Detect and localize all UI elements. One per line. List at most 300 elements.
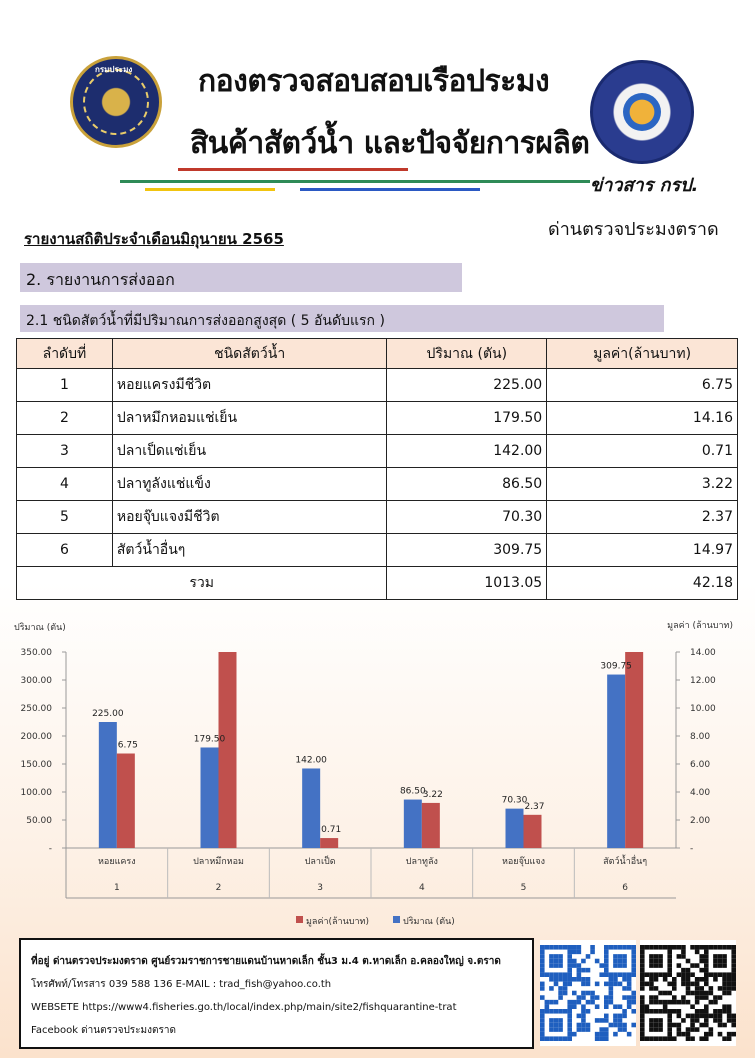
qr-module — [627, 982, 632, 987]
qr-code-website — [540, 940, 636, 1046]
qr-module — [622, 963, 627, 968]
y2-tick-label: 14.00 — [690, 648, 716, 658]
qr-module — [709, 945, 714, 950]
table-row — [17, 435, 738, 468]
qr-module — [599, 972, 604, 977]
qr-module — [549, 963, 554, 968]
qr-module — [613, 945, 618, 950]
qr-module — [563, 986, 568, 991]
qr-module — [613, 982, 618, 987]
qr-module — [586, 1023, 591, 1028]
qr-module — [731, 1032, 736, 1037]
qr-module — [581, 959, 586, 964]
qr-module — [731, 963, 736, 968]
qr-module — [690, 1004, 695, 1009]
qr-module — [667, 1032, 672, 1037]
qr-module — [595, 1004, 600, 1009]
qr-module — [681, 1018, 686, 1023]
qr-module — [590, 995, 595, 1000]
qr-module — [654, 959, 659, 964]
qr-module — [722, 1036, 727, 1041]
qr-module — [563, 1036, 568, 1041]
qr-module — [663, 1004, 668, 1009]
qr-module — [577, 945, 582, 950]
table-row — [17, 468, 738, 501]
qr-module — [640, 986, 645, 991]
quantity-cell: 179.50 — [387, 402, 547, 435]
qr-module — [645, 972, 650, 977]
qr-module — [581, 1018, 586, 1023]
qr-module — [618, 945, 623, 950]
qr-module — [618, 972, 623, 977]
qr-module — [572, 963, 577, 968]
qr-module — [731, 982, 736, 987]
qr-module — [604, 995, 609, 1000]
qr-module — [699, 1023, 704, 1028]
qr-module — [581, 977, 586, 982]
qr-module — [558, 972, 563, 977]
header-rule-yellow — [145, 188, 275, 191]
qr-module — [613, 963, 618, 968]
header-title-line1: กองตรวจสอบสอบเรือประมง — [198, 64, 550, 99]
qr-module — [704, 954, 709, 959]
qr-module — [677, 1023, 682, 1028]
qr-module — [554, 1036, 559, 1041]
qr-module — [618, 1018, 623, 1023]
qr-module — [722, 1009, 727, 1014]
qr-module — [667, 1023, 672, 1028]
qr-module — [609, 982, 614, 987]
qr-module — [727, 991, 732, 996]
qr-module — [681, 977, 686, 982]
qr-module — [549, 977, 554, 982]
qr-module — [604, 1004, 609, 1009]
qr-module — [640, 1018, 645, 1023]
qr-module — [540, 986, 545, 991]
qr-module — [649, 982, 654, 987]
qr-module — [709, 1014, 714, 1019]
legend-swatch-value — [296, 916, 303, 923]
qr-module — [649, 1036, 654, 1041]
qr-module — [640, 1004, 645, 1009]
qr-module — [627, 972, 632, 977]
website-link[interactable]: WEBSETE https://www4.fisheries.go.th/local/index.php/main/site2/fishquarantine-trat — [31, 1002, 457, 1013]
qr-module — [654, 954, 659, 959]
qr-module — [631, 972, 636, 977]
qr-module — [567, 1023, 572, 1028]
qr-module — [722, 963, 727, 968]
qr-module — [586, 977, 591, 982]
seal-text: กรมประมง — [95, 65, 133, 74]
qr-module — [540, 1032, 545, 1037]
y2-axis-label: มูลค่า (ล้านบาท) — [667, 621, 733, 631]
qr-module — [595, 1036, 600, 1041]
qr-module — [618, 1027, 623, 1032]
qr-module — [540, 954, 545, 959]
qr-module — [567, 959, 572, 964]
qr-module — [718, 1032, 723, 1037]
bar-quantity-label: 179.50 — [193, 734, 226, 745]
table-row — [17, 534, 738, 567]
qr-module — [713, 1014, 718, 1019]
qr-module — [690, 963, 695, 968]
qr-module — [640, 1036, 645, 1041]
y-tick-label: 50.00 — [26, 816, 52, 826]
qr-module — [713, 1009, 718, 1014]
rank-cell: 3 — [17, 435, 113, 468]
qr-module — [640, 954, 645, 959]
qr-module — [695, 982, 700, 987]
qr-module — [618, 1023, 623, 1028]
qr-module — [727, 1014, 732, 1019]
bar-quantity-label: 309.75 — [600, 661, 632, 672]
qr-module — [549, 1018, 554, 1023]
qr-module — [567, 950, 572, 955]
qr-module — [554, 959, 559, 964]
qr-module — [572, 959, 577, 964]
qr-module — [549, 986, 554, 991]
qr-module — [586, 1027, 591, 1032]
y-axis-label: ปริมาณ (ตัน) — [14, 623, 66, 633]
quantity-cell: 142.00 — [387, 435, 547, 468]
qr-module — [627, 995, 632, 1000]
address-text: ที่อยู่ ด่านตรวจประมงตราด ศูนย์รวมราชการชายแดนบ้านหาดเล็ก ชั้น3 ม.4 ต.หาดเล็ก อ.คลองใหญ่ จ.ตราด — [31, 956, 501, 967]
qr-module — [695, 945, 700, 950]
qr-module — [731, 972, 736, 977]
bar-quantity-label: 142.00 — [295, 755, 327, 766]
qr-module — [540, 995, 545, 1000]
qr-module — [572, 991, 577, 996]
qr-module — [622, 954, 627, 959]
qr-module — [622, 995, 627, 1000]
qr-module — [558, 1023, 563, 1028]
header-rule-blue — [300, 188, 480, 191]
qr-module — [609, 1023, 614, 1028]
qr-module — [704, 977, 709, 982]
qr-module — [686, 1036, 691, 1041]
qr-module — [640, 1000, 645, 1005]
qr-module — [618, 1004, 623, 1009]
qr-module — [577, 972, 582, 977]
qr-module — [727, 982, 732, 987]
qr-module — [658, 991, 663, 996]
qr-module — [549, 1000, 554, 1005]
qr-module — [677, 1014, 682, 1019]
qr-module — [649, 1000, 654, 1005]
qr-module — [649, 1027, 654, 1032]
legend-swatch-quantity — [393, 916, 400, 923]
value-cell: 6.75 — [547, 369, 738, 402]
qr-module — [577, 968, 582, 973]
qr-module — [618, 1014, 623, 1019]
qr-module — [709, 1032, 714, 1037]
qr-module — [686, 959, 691, 964]
qr-module — [690, 1018, 695, 1023]
qr-module — [695, 977, 700, 982]
qr-module — [567, 1036, 572, 1041]
qr-module — [690, 1014, 695, 1019]
total-label-cell: รวม — [17, 567, 387, 600]
qr-module — [686, 1000, 691, 1005]
qr-module — [690, 991, 695, 996]
qr-module — [663, 945, 668, 950]
qr-module — [667, 945, 672, 950]
qr-module — [640, 972, 645, 977]
qr-module — [658, 954, 663, 959]
qr-module — [686, 1027, 691, 1032]
qr-module — [563, 972, 568, 977]
value-cell: 2.37 — [547, 501, 738, 534]
qr-module — [695, 950, 700, 955]
qr-module — [722, 954, 727, 959]
qr-module — [649, 954, 654, 959]
bar-quantity — [99, 722, 117, 848]
col-header-species: ชนิดสัตว์น้ำ — [112, 339, 387, 369]
qr-module — [722, 986, 727, 991]
qr-module — [663, 972, 668, 977]
qr-module — [704, 1032, 709, 1037]
qr-module — [695, 995, 700, 1000]
bar-quantity — [607, 675, 625, 848]
qr-module — [640, 959, 645, 964]
qr-module — [727, 1004, 732, 1009]
qr-module — [618, 963, 623, 968]
qr-module — [604, 982, 609, 987]
qr-module — [727, 1032, 732, 1037]
qr-module — [645, 1004, 650, 1009]
qr-module — [731, 1023, 736, 1028]
qr-module — [545, 1000, 550, 1005]
qr-module — [667, 954, 672, 959]
qr-module — [554, 1023, 559, 1028]
qr-module — [558, 977, 563, 982]
qr-module — [604, 1000, 609, 1005]
qr-module — [627, 1032, 632, 1037]
qr-module — [658, 972, 663, 977]
qr-module — [658, 963, 663, 968]
qr-module — [713, 963, 718, 968]
qr-module — [686, 977, 691, 982]
qr-module — [604, 945, 609, 950]
qr-module — [622, 1014, 627, 1019]
qr-module — [699, 968, 704, 973]
qr-module — [563, 977, 568, 982]
qr-module — [631, 995, 636, 1000]
qr-module — [586, 991, 591, 996]
qr-module — [654, 1009, 659, 1014]
qr-module — [699, 1014, 704, 1019]
qr-module — [722, 982, 727, 987]
qr-module — [631, 959, 636, 964]
y-tick-label: 100.00 — [20, 788, 52, 798]
qr-module — [704, 972, 709, 977]
bar-value-label: 2.37 — [524, 801, 545, 812]
qr-module — [731, 954, 736, 959]
qr-module — [540, 1027, 545, 1032]
qr-module — [567, 1009, 572, 1014]
y2-tick-label: 8.00 — [690, 732, 711, 742]
report-title: รายงานสถิติประจำเดือนมิถุนายน 2565 — [24, 230, 284, 248]
col-header-quantity: ปริมาณ (ตัน) — [387, 339, 547, 369]
qr-module — [677, 1000, 682, 1005]
qr-module — [695, 1018, 700, 1023]
qr-module — [681, 954, 686, 959]
bar-value — [320, 838, 338, 848]
qr-module — [704, 995, 709, 1000]
qr-module — [540, 1036, 545, 1041]
qr-module — [640, 1032, 645, 1037]
table-total-row — [17, 567, 738, 600]
qr-module — [586, 954, 591, 959]
qr-module — [704, 982, 709, 987]
bar-value — [524, 815, 542, 848]
x-category-number: 5 — [520, 883, 527, 893]
qr-module — [690, 1036, 695, 1041]
species-cell: สัตว์น้ำอื่นๆ — [112, 534, 387, 567]
qr-module — [640, 995, 645, 1000]
qr-module — [558, 1036, 563, 1041]
bar-quantity-label: 86.50 — [399, 786, 426, 797]
qr-module — [581, 1027, 586, 1032]
rank-cell: 4 — [17, 468, 113, 501]
qr-module — [572, 950, 577, 955]
qr-module — [558, 963, 563, 968]
qr-module — [667, 991, 672, 996]
qr-module — [581, 991, 586, 996]
qr-module — [554, 945, 559, 950]
qr-module — [577, 963, 582, 968]
qr-module — [577, 977, 582, 982]
qr-module — [540, 950, 545, 955]
qr-module — [595, 982, 600, 987]
qr-module — [595, 959, 600, 964]
qr-module — [613, 1023, 618, 1028]
qr-module — [718, 972, 723, 977]
qr-module — [649, 995, 654, 1000]
qr-module — [627, 1004, 632, 1009]
qr-module — [631, 1000, 636, 1005]
qr-module — [631, 950, 636, 955]
qr-module — [618, 954, 623, 959]
qr-module — [731, 977, 736, 982]
qr-module — [549, 1036, 554, 1041]
header-rule-green — [120, 180, 590, 183]
qr-module — [549, 945, 554, 950]
qr-module — [727, 1018, 732, 1023]
qr-module — [581, 995, 586, 1000]
qr-module — [609, 977, 614, 982]
qr-module — [658, 959, 663, 964]
qr-module — [649, 963, 654, 968]
bar-quantity — [201, 747, 219, 848]
qr-module — [599, 963, 604, 968]
qr-module — [595, 1032, 600, 1037]
qr-module — [727, 1036, 732, 1041]
qr-module — [649, 977, 654, 982]
qr-module — [627, 1000, 632, 1005]
qr-module — [567, 982, 572, 987]
qr-module — [631, 954, 636, 959]
qr-module — [699, 995, 704, 1000]
qr-module — [722, 991, 727, 996]
qr-module — [540, 982, 545, 987]
qr-module — [609, 995, 614, 1000]
y-tick-label: 350.00 — [20, 648, 52, 658]
qr-module — [640, 950, 645, 955]
qr-module — [654, 1018, 659, 1023]
qr-module — [709, 972, 714, 977]
rank-cell: 6 — [17, 534, 113, 567]
qr-module — [709, 1000, 714, 1005]
qr-module — [549, 959, 554, 964]
qr-module — [667, 1036, 672, 1041]
qr-module — [604, 972, 609, 977]
qr-module — [699, 959, 704, 964]
qr-module — [658, 1000, 663, 1005]
qr-module — [699, 954, 704, 959]
plot-area — [21, 648, 717, 898]
y2-tick-label: 10.00 — [690, 704, 716, 714]
qr-module — [567, 945, 572, 950]
qr-module — [604, 1032, 609, 1037]
qr-module — [722, 1023, 727, 1028]
qr-module — [545, 945, 550, 950]
quantity-cell: 225.00 — [387, 369, 547, 402]
qr-module — [567, 972, 572, 977]
contact-text: โทรศัพท์/โทรสาร 039 588 136 E-MAIL : trad_fish@yahoo.co.th — [31, 979, 332, 990]
bar-quantity-label: 70.30 — [501, 795, 528, 806]
col-header-rank: ลำดับที่ — [17, 339, 113, 369]
qr-module — [686, 986, 691, 991]
qr-module — [718, 963, 723, 968]
qr-module — [581, 1023, 586, 1028]
qr-module — [563, 1009, 568, 1014]
qr-module — [567, 954, 572, 959]
qr-module — [581, 968, 586, 973]
qr-module — [704, 950, 709, 955]
header-rule-red — [178, 168, 408, 171]
qr-module — [604, 1036, 609, 1041]
x-category-label: สัตว์น้ำอื่นๆ — [603, 857, 648, 867]
contact-box — [19, 938, 534, 1049]
section-top5-heading: 2.1 ชนิดสัตว์น้ำที่มีปริมาณการส่งออกสูงสุด ( 5 อันดับแรก ) — [20, 305, 664, 332]
qr-module — [540, 972, 545, 977]
qr-module — [540, 1014, 545, 1019]
value-cell: 14.16 — [547, 402, 738, 435]
qr-module — [622, 1009, 627, 1014]
qr-module — [581, 982, 586, 987]
qr-module — [699, 945, 704, 950]
y2-tick-label: 4.00 — [690, 788, 711, 798]
x-category-number: 4 — [418, 883, 425, 893]
qr-module — [704, 1014, 709, 1019]
qr-module — [690, 945, 695, 950]
species-cell: หอยจุ๊บแจงมีชีวิต — [112, 501, 387, 534]
qr-module — [654, 1023, 659, 1028]
rank-cell: 1 — [17, 369, 113, 402]
qr-module — [622, 959, 627, 964]
qr-module — [667, 1018, 672, 1023]
qr-module — [704, 959, 709, 964]
qr-module — [618, 959, 623, 964]
legend-label-value: มูลค่า(ล้านบาท) — [306, 917, 369, 927]
qr-module — [549, 972, 554, 977]
qr-module — [722, 945, 727, 950]
qr-module — [663, 1000, 668, 1005]
qr-module — [672, 995, 677, 1000]
qr-module — [627, 945, 632, 950]
qr-module — [567, 1004, 572, 1009]
